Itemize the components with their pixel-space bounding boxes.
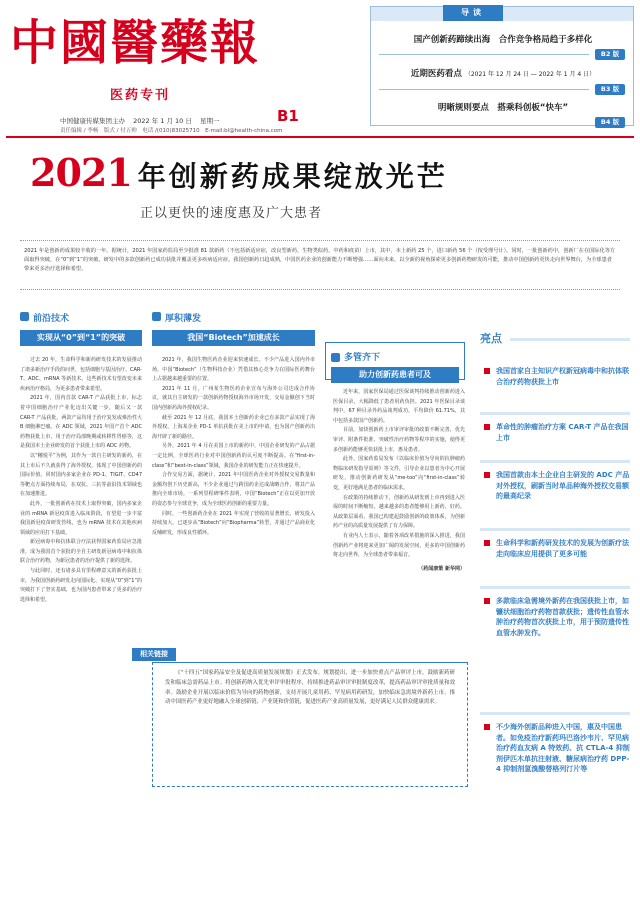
guide-item[interactable] <box>379 67 627 79</box>
supplement-title: 医药专刊 <box>110 88 171 103</box>
paragraph: 过去 20 年，生命科学和新药研发技术的发展推动了诸多新治疗手段的问世，包括细胞与基因治疗、CAR-T、ADC、mRNA 等新技术，这些新技术有望改变未来疾病治疗格局，为更多患者带来希望。 <box>20 357 142 392</box>
paragraph: 此外，一批创新药在技术上取得突破，国内多家企业的 mRNA 新冠疫苗进入临床阶段，有望进一步丰富我国新冠疫苗研发管线，也为 mRNA 技术在其他疾病领域的应用打下基础。 <box>20 500 142 536</box>
section-banner: 助力创新药患者可及 <box>331 367 459 383</box>
section-body <box>20 356 142 605</box>
highlight-text: 我国首家自主知识产权新冠病毒中和抗体联合治疗药物获批上市 <box>496 367 629 386</box>
section-square-icon <box>152 312 161 321</box>
publication-line <box>60 116 225 125</box>
highlights-title: 亮点 <box>480 332 502 345</box>
section-heading <box>20 306 142 325</box>
highlight-item <box>480 470 630 502</box>
divider <box>379 54 589 55</box>
highlight-text: 革命性的肿瘤治疗方案 CAR-T 产品在我国上市 <box>496 423 629 442</box>
page-number: B1 <box>277 107 299 125</box>
paragraph: 截至 2021 年 12 月底，我国本土创新药企业已有多款产品实现了海外授权，上海某企业 PD-1 单抗获批在美上市的申请，也为国产创新药出海开辟了新的路径。 <box>152 414 315 440</box>
paragraph: 近年来，国家医保局通过医保谈判持续推动创新药进入医保目录，大幅降低了患者用药负担。2021 年医保目录谈判中，67 种目录外药品谈判成功，平均降价 61.71%，其中包括多款国产创新药。 <box>333 389 465 424</box>
paragraph: 合作交易方面，据统计，2021 年中国医药企业对外授权交易数量和金额均创下历史新高，不少企业通过与跨国药企达成战略合作，将其产品推向全球市场。一系列里程碑事件表明，中国“Biotech”正在以更加开放的姿态参与全球竞争，成为全球医药创新的重要力量。 <box>152 472 315 507</box>
section-biotech-growth <box>152 306 315 538</box>
section-title: 厚积薄发 <box>165 314 202 324</box>
guide-page-tag[interactable]: B3 版 <box>595 84 625 95</box>
section-heading <box>331 350 459 363</box>
paragraph: 与此同时，还有诸多具有里程碑意义的新药获批上市，为我国创新药研发走向国际化、实现从“0”到“1”的突破打下了坚实基础，也为国内患者带来了更多的治疗选择和希望。 <box>20 568 142 603</box>
highlight-text: 我国首款由本土企业自主研发的 ADC 产品对外授权，刷新当时单品种海外授权交易额的最高纪录 <box>496 471 630 500</box>
highlight-bullet-icon <box>484 368 490 374</box>
highlight-item <box>480 366 630 387</box>
section-body <box>152 356 315 538</box>
section-square-icon <box>20 312 29 321</box>
issue-weekday: 星期一 <box>199 117 220 125</box>
guide-item[interactable] <box>379 33 627 45</box>
divider <box>480 528 630 531</box>
highlights-sidebar <box>480 330 630 890</box>
guide-box <box>370 6 634 126</box>
divider <box>480 460 630 463</box>
highlights-title-bar <box>510 338 630 341</box>
paragraph: 2021 年，我国生物医药企业迎来快速成长。不少产品进入国内外市场，中国“Biotech”（生物科技企业）凭借其核心竞争力在国际医药舞台上占据越来越重要的位置。 <box>152 357 315 383</box>
paragraph: 目前，加快创新药上市审评审批的政策不断完善，优先审评、附条件批准、突破性治疗药物等程序的实施，使得更多创新药能够更快获批上市，惠及患者。 <box>333 427 465 453</box>
masthead <box>8 4 338 100</box>
highlight-text: 生命科学和新药研发技术的发展为创新疗法走向临床应用提供了更多可能 <box>496 539 629 558</box>
highlight-item <box>480 422 630 443</box>
paragraph: 新冠病毒中和抗体联合疗法获得国家药监局应急批准，成为我国首个获批的全自主研发新冠病毒中和抗体联合治疗药物，为新冠患者的治疗提供了新的选择。 <box>20 539 142 565</box>
section-square-icon <box>331 353 340 362</box>
guide-header: 导读 <box>443 5 503 21</box>
headline-year: 2021 <box>30 150 132 195</box>
paragraph: 另外，2021 年 4 月在美国上市的新药中，中国企业研发的产品占据一定比例，全球医药行业对中国创新药的认可度不断提高。在“first-in-class”和“best-in-class”领域，我国企业的研发能力正在快速提升。 <box>152 443 315 469</box>
guide-item-text: 明晰规则要点 搭乘科创板“快车” <box>437 103 569 113</box>
related-link-tag: 相关链接 <box>132 648 176 661</box>
paragraph: 在政策的持续推动下，创新药从研发到上市再到进入医保的时间不断缩短，越来越多的患者能够用上新药、好药。从政策层面看，我国已构建起鼓励创新的政策体系，为创新药产业的高质量发展提供了有力保障。 <box>333 494 465 530</box>
highlight-bullet-icon <box>484 540 490 546</box>
lead-paragraph: 2021 年是创新药成果较丰收的一年。据统计，2021 年国家药监局至少批准 81 款新药（不包括新适应症，改良型新药，生物类似药，中药和疫苗）上市，其中，本土新药 25 个，进口新药 56 个（按受理号计）。同时，一批创新药中，创新厂在在国际化等方面取得突破，在“0”到“1”的突破，研发中的多款创新药已成功获批并覆盖更多疾病适应症。我国创新药日趋成熟，中国医药企业的创新能力不断增强……面向未来，以全新的视角探索更多创新药物研发的可能，推动中国创新药更快走向世界舞台，为全球患者带来更多治疗选择和希望。 <box>20 240 620 290</box>
guide-item-note: （2021 年 12 月 24 日 — 2022 年 1 月 4 日） <box>464 71 596 78</box>
highlight-bullet-icon <box>484 724 490 730</box>
highlight-bullet-icon <box>484 424 490 430</box>
highlight-text: 不少海外创新品种进入中国，惠及中国患者。如免疫治疗新药玛巴洛沙韦片、罕见病治疗药血友病 A 特效药、抗 CTLA-4 抑制剂伊匹木单抗注射液、糖尿病治疗药 DPP-4 抑制剂氢溴酸替格列汀片等 <box>496 723 630 773</box>
masthead-rule <box>6 136 634 138</box>
divider <box>480 586 630 589</box>
byline: （药闻康策 新华网） <box>418 565 465 572</box>
divider <box>480 412 630 415</box>
divider <box>379 89 589 90</box>
guide-page-tag[interactable]: B4 版 <box>595 117 625 128</box>
main-headline <box>30 150 620 195</box>
highlight-bullet-icon <box>484 472 490 478</box>
subheadline: 正以更快的速度惠及广大患者 <box>140 206 323 221</box>
guide-page-tag[interactable]: B2 版 <box>595 49 625 60</box>
credit-line: 责任编辑 / 李畅 版式 / 付五帅 电话 /(010)83025710 E-mail:bl@health-china.com <box>60 128 283 134</box>
section-multi-pronged <box>325 342 465 383</box>
paragraph: 以“穗悦平”为例，其作为一款自主研发的新药，在其上市后不久就获得了海外授权，体现了中国创新药的国际价值。同时国内多家企业在 PD-1、TIGIT、CD47 等靶点方面持续布局，在双抗、三抗等前沿技术领域也在加速推进。 <box>20 452 142 498</box>
headline-text: 年创新药成果绽放光芒 <box>137 160 448 193</box>
related-link-box: 《“十四五”国家药品安全及促进高质量发展规划》正式发布。规划提出，进一步加快重点产品审评上市，鼓励新药研发和临床急需药品上市。将创新药纳入优先审评审批程序，持续推进药品审评审批制度改革，提高药品审评审批质量和效率。鼓励企业开展以临床价值为导向的药物创新，支持开展儿童用药、罕见病用药研发，加快临床急需境外新药上市。推动中国医药产业更好地融入全球创新链、产业链和价值链，促进医药产业高质量发展，更好满足人民群众健康需求。 <box>152 662 468 787</box>
guide-item-text: 近期医药看点 <box>410 69 462 79</box>
issue-date: 2022 年 1 月 10 日 <box>133 117 192 125</box>
related-link-rule <box>152 662 468 663</box>
highlight-item <box>480 596 630 638</box>
section-heading <box>152 306 315 325</box>
paragraph: 2021 年，国内首款 CAR-T 产品获批上市，标志着中国细胞治疗产业化迈出关键一步，随后又一款 CAR-T 产品获批，两款产品均用于治疗复发或难治性大 B 细胞淋巴瘤。在 ADC 领域，2021 年国产首个 ADC 药物获批上市，用于治疗局部晚期或转移性胃癌等，这是我国本土企业研发的首个获批上市的 ADC 药物。 <box>20 395 142 450</box>
paragraph: 此外，国家药监局发布《以临床价值为导向的抗肿瘤药物临床研发指导原则》等文件，引导企业以患者为中心开展研发，推动创新药研发从“me-too”向“first-in-class”转变，更好地满足患者的临床需求。 <box>333 456 465 491</box>
section-banner: 我国“Biotech”加速成长 <box>152 330 315 346</box>
section-frontier-tech <box>20 306 142 605</box>
section-banner: 实现从“0”到“1”的突破 <box>20 330 142 346</box>
section-body <box>333 388 465 572</box>
guide-item[interactable] <box>379 101 627 113</box>
guide-item-text: 国产创新药蹄续出海 合作竞争格局趋于多样化 <box>413 35 593 45</box>
section-title: 前沿技术 <box>33 314 70 324</box>
highlight-item <box>480 722 630 775</box>
paragraph: 2021 年 11 月，广州某生物医药企业宣布与海外公司达成合作协议，就其自主研发的一款创新药物授权海外市场开发，交易金额创下当时国内创新药海外授权纪录。 <box>152 385 315 411</box>
divider <box>480 712 630 715</box>
publisher: 中国健康传媒集团主办 <box>60 117 125 125</box>
highlight-bullet-icon <box>484 598 490 604</box>
paragraph: 同时，一些创新药企业在 2021 年实现了营收的显著增长，研发投入持续加大，已逐步从“Biotech”向“Biopharma”转型，并通过产品商业化反哺研发，形成良性循环。 <box>152 510 315 536</box>
highlight-text: 多款临床急需境外新药在我国获批上市，如镰状细胞治疗药物首款获批；遗传性血管水肿治疗药物首次获批上市，用于预防遗传性血管水肿发作。 <box>496 597 629 637</box>
paragraph: 有业内人士表示，随着各项改革措施的深入推进，我国创新药产业将迎来更加广阔的发展空间，更多的中国创新药将走向世界，为全球患者带来福音。 <box>333 532 465 559</box>
highlight-item <box>480 538 630 559</box>
section-title: 多管齐下 <box>344 353 381 363</box>
newspaper-title: 中國醫藥報 <box>10 15 261 71</box>
